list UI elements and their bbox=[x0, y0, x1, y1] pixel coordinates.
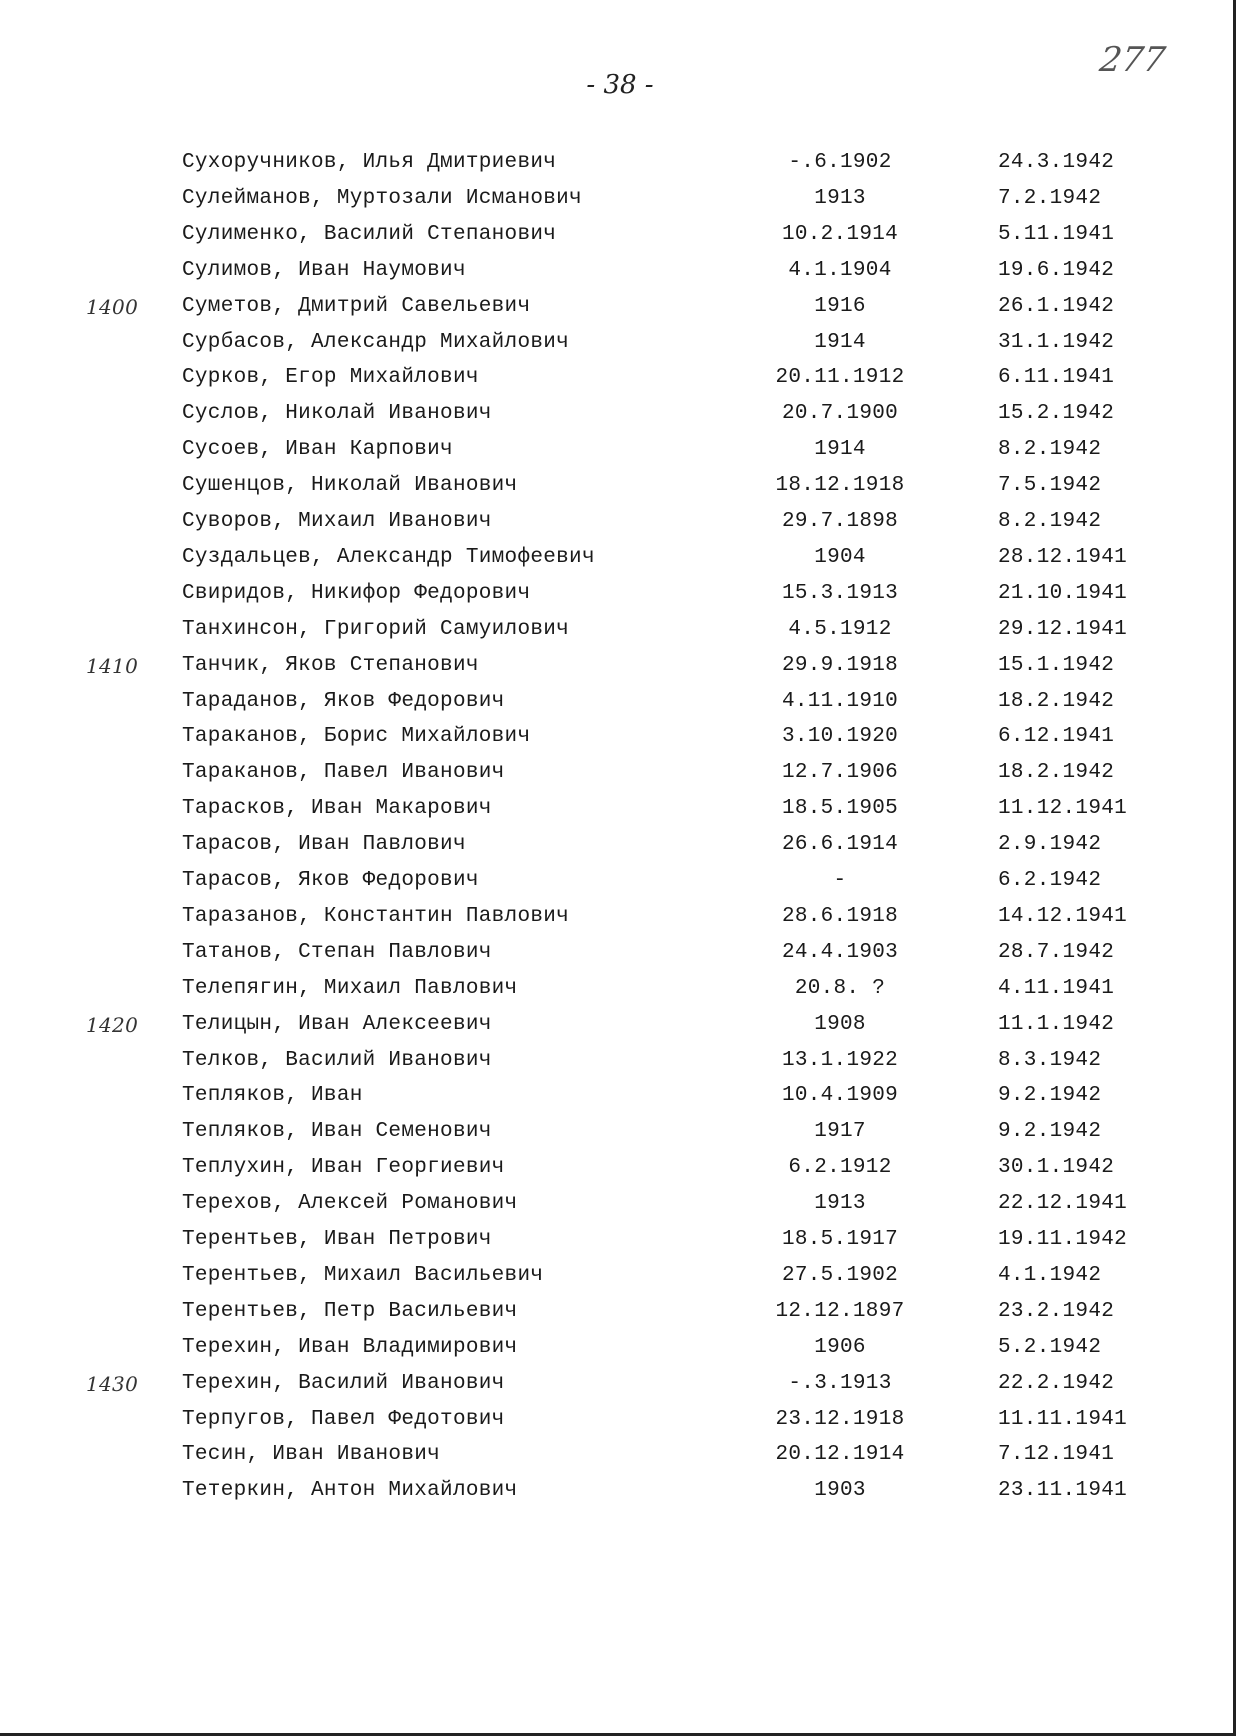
person-name: Суворов, Михаил Иванович bbox=[182, 510, 492, 533]
person-name: Суслов, Николай Иванович bbox=[182, 402, 492, 426]
death-date: 22.2.1942 bbox=[998, 1371, 1115, 1395]
person-name: Тараканов, Павел Иванович bbox=[182, 761, 505, 785]
death-date: 21.10.1941 bbox=[998, 581, 1128, 605]
death-date: 14.12.1941 bbox=[998, 904, 1128, 928]
list-row bbox=[0, 432, 1236, 468]
death-date: 29.12.1941 bbox=[998, 617, 1128, 641]
birth-date: 29.9.1918 bbox=[781, 653, 899, 677]
birth-date: 1908 bbox=[814, 1012, 866, 1036]
person-name: Терпугов, Павел Федотович bbox=[182, 1407, 505, 1431]
list-row bbox=[0, 1437, 1236, 1473]
birth-date: 28.6.1918 bbox=[781, 904, 899, 928]
person-name: Терехин, Иван Владимирович bbox=[182, 1335, 518, 1359]
list-row bbox=[0, 719, 1236, 755]
list-row bbox=[0, 325, 1236, 361]
person-name: Сулимов, Иван Наумович bbox=[182, 258, 466, 282]
archive-sheet-number: 277 bbox=[1097, 40, 1168, 80]
person-name: Таразанов, Константин Павлович bbox=[182, 904, 570, 928]
list-row bbox=[0, 540, 1236, 576]
death-date: 26.1.1942 bbox=[998, 294, 1115, 318]
death-date: 4.11.1941 bbox=[998, 976, 1115, 1000]
death-date: 11.1.1942 bbox=[998, 1012, 1115, 1036]
person-name: Сушенцов, Николай Иванович bbox=[182, 474, 518, 498]
death-date: 8.3.1942 bbox=[998, 1048, 1102, 1072]
person-name: Терентьев, Иван Петрович bbox=[182, 1228, 492, 1251]
list-row bbox=[0, 863, 1236, 899]
person-name: Сурков, Егор Михайлович bbox=[182, 366, 479, 390]
list-row bbox=[0, 1258, 1236, 1294]
person-name: Тарасов, Яков Федорович bbox=[182, 869, 479, 892]
birth-date: 20.7.1900 bbox=[781, 402, 899, 426]
birth-date: 15.3.1913 bbox=[781, 581, 899, 605]
birth-date: 6.2.1912 bbox=[788, 1156, 892, 1180]
list-row bbox=[0, 360, 1236, 396]
person-name: Телков, Василий Иванович bbox=[182, 1048, 492, 1072]
birth-date: 3.10.1920 bbox=[781, 725, 899, 749]
person-name: Тетеркин, Антон Михайлович bbox=[182, 1479, 518, 1503]
birth-date: 20.11.1912 bbox=[775, 366, 905, 390]
birth-date: 24.4.1903 bbox=[781, 940, 899, 964]
person-name: Тесин, Иван Иванович bbox=[182, 1443, 441, 1467]
list-row bbox=[0, 1330, 1236, 1366]
death-date: 23.2.1942 bbox=[998, 1299, 1115, 1323]
person-name: Тараканов, Борис Михайлович bbox=[182, 725, 531, 749]
list-row bbox=[0, 504, 1236, 540]
person-name: Терехин, Василий Иванович bbox=[182, 1371, 505, 1395]
person-name: Терентьев, Михаил Васильевич bbox=[182, 1263, 544, 1287]
list-row bbox=[0, 468, 1236, 504]
person-name: Суметов, Дмитрий Савельевич bbox=[182, 294, 531, 318]
person-name: Терентьев, Петр Васильевич bbox=[182, 1299, 518, 1323]
birth-date: 1917 bbox=[814, 1120, 866, 1144]
death-date: 28.12.1941 bbox=[998, 545, 1128, 569]
death-date: 5.2.1942 bbox=[998, 1335, 1102, 1359]
birth-date: 1906 bbox=[814, 1335, 866, 1359]
list-row bbox=[0, 755, 1236, 791]
birth-date: 1904 bbox=[814, 545, 866, 569]
margin-count-note: 1420 bbox=[86, 1012, 139, 1037]
birth-date: 4.5.1912 bbox=[788, 617, 892, 641]
person-name: Тараданов, Яков Федорович bbox=[182, 689, 505, 713]
margin-count-note: 1430 bbox=[86, 1371, 139, 1396]
birth-date: 13.1.1922 bbox=[781, 1048, 899, 1072]
list-row bbox=[0, 1473, 1236, 1509]
death-date: 5.11.1941 bbox=[998, 222, 1115, 246]
list-row bbox=[0, 396, 1236, 432]
birth-date: -.6.1902 bbox=[788, 151, 892, 174]
list-row bbox=[0, 1078, 1236, 1114]
death-date: 8.2.1942 bbox=[998, 510, 1102, 533]
list-row bbox=[0, 971, 1236, 1007]
list-row bbox=[0, 289, 1236, 325]
list-row bbox=[0, 827, 1236, 863]
list-row bbox=[0, 1366, 1236, 1402]
list-row bbox=[0, 576, 1236, 612]
page-number: - 38 - bbox=[586, 70, 654, 100]
birth-date: -.3.1913 bbox=[788, 1371, 892, 1395]
birth-date: 1913 bbox=[814, 186, 866, 210]
person-name: Сурбасов, Александр Михайлович bbox=[182, 330, 570, 354]
person-name: Сулименко, Василий Степанович bbox=[182, 222, 557, 246]
person-name: Сулейманов, Муртозали Исманович bbox=[182, 186, 582, 210]
death-date: 30.1.1942 bbox=[998, 1156, 1115, 1180]
person-name: Тепляков, Иван bbox=[182, 1084, 363, 1108]
death-date: 7.5.1942 bbox=[998, 474, 1102, 498]
list-row bbox=[0, 1043, 1236, 1079]
death-date: 11.12.1941 bbox=[998, 797, 1128, 821]
list-row bbox=[0, 1186, 1236, 1222]
death-date: 8.2.1942 bbox=[998, 438, 1102, 462]
person-name: Тарасков, Иван Макарович bbox=[182, 797, 492, 821]
list-row bbox=[0, 791, 1236, 827]
list-row bbox=[0, 1114, 1236, 1150]
list-row bbox=[0, 684, 1236, 720]
list-row bbox=[0, 253, 1236, 289]
death-date: 19.6.1942 bbox=[998, 258, 1115, 282]
list-row bbox=[0, 648, 1236, 684]
list-row bbox=[0, 1222, 1236, 1258]
death-date: 23.11.1941 bbox=[998, 1479, 1128, 1503]
list-row bbox=[0, 181, 1236, 217]
person-name: Свиридов, Никифор Федорович bbox=[182, 581, 531, 605]
birth-date: 1903 bbox=[814, 1479, 866, 1503]
birth-date: 1916 bbox=[814, 294, 866, 318]
death-date: 15.2.1942 bbox=[998, 402, 1115, 426]
person-name: Татанов, Степан Павлович bbox=[182, 940, 492, 964]
death-date: 9.2.1942 bbox=[998, 1084, 1102, 1108]
birth-date: 18.5.1917 bbox=[781, 1228, 899, 1251]
person-name: Сусоев, Иван Карпович bbox=[182, 438, 453, 462]
birth-date: 4.11.1910 bbox=[781, 689, 899, 713]
list-row bbox=[0, 145, 1236, 181]
death-date: 24.3.1942 bbox=[998, 151, 1115, 174]
list-row bbox=[0, 1294, 1236, 1330]
birth-date: 12.12.1897 bbox=[775, 1299, 905, 1323]
death-date: 2.9.1942 bbox=[998, 833, 1102, 857]
death-date: 6.11.1941 bbox=[998, 366, 1115, 390]
death-date: 6.12.1941 bbox=[998, 725, 1115, 749]
birth-date: 26.6.1914 bbox=[781, 833, 899, 857]
list-row bbox=[0, 612, 1236, 648]
person-name: Сухоручников, Илья Дмитриевич bbox=[182, 151, 557, 174]
list-row bbox=[0, 1150, 1236, 1186]
person-name: Теплухин, Иван Георгиевич bbox=[182, 1156, 505, 1180]
death-date: 11.11.1941 bbox=[998, 1407, 1128, 1431]
list-row bbox=[0, 217, 1236, 253]
list-row bbox=[0, 899, 1236, 935]
birth-date: 20.12.1914 bbox=[775, 1443, 905, 1467]
death-date: 9.2.1942 bbox=[998, 1120, 1102, 1144]
birth-date: 20.8. ? bbox=[794, 976, 886, 1000]
birth-date: 10.4.1909 bbox=[781, 1084, 899, 1108]
birth-date: 1914 bbox=[814, 330, 866, 354]
person-name: Телицын, Иван Алексеевич bbox=[182, 1012, 492, 1036]
birth-date: 29.7.1898 bbox=[781, 510, 899, 533]
death-date: 18.2.1942 bbox=[998, 689, 1115, 713]
person-name: Танхинсон, Григорий Самуилович bbox=[182, 617, 570, 641]
death-date: 6.2.1942 bbox=[998, 869, 1102, 892]
death-date: 18.2.1942 bbox=[998, 761, 1115, 785]
birth-date: 10.2.1914 bbox=[781, 222, 899, 246]
death-date: 31.1.1942 bbox=[998, 330, 1115, 354]
birth-date: 18.5.1905 bbox=[781, 797, 899, 821]
person-name: Терехов, Алексей Романович bbox=[182, 1192, 518, 1216]
margin-count-note: 1410 bbox=[86, 653, 139, 678]
death-date: 19.11.1942 bbox=[998, 1228, 1128, 1251]
birth-date: 23.12.1918 bbox=[775, 1407, 905, 1431]
birth-date: 1913 bbox=[814, 1192, 866, 1216]
person-name: Тепляков, Иван Семенович bbox=[182, 1120, 492, 1144]
birth-date: 4.1.1904 bbox=[788, 258, 892, 282]
birth-date: 27.5.1902 bbox=[781, 1263, 899, 1287]
death-date: 4.1.1942 bbox=[998, 1263, 1102, 1287]
margin-count-note: 1400 bbox=[86, 294, 139, 319]
death-date: 7.12.1941 bbox=[998, 1443, 1115, 1467]
person-name: Суздальцев, Александр Тимофеевич bbox=[182, 545, 595, 569]
death-date: 28.7.1942 bbox=[998, 940, 1115, 964]
death-date: 22.12.1941 bbox=[998, 1192, 1128, 1216]
birth-date: - bbox=[833, 869, 847, 892]
death-date: 15.1.1942 bbox=[998, 653, 1115, 677]
person-name: Танчик, Яков Степанович bbox=[182, 653, 479, 677]
birth-date: 12.7.1906 bbox=[781, 761, 899, 785]
birth-date: 1914 bbox=[814, 438, 866, 462]
list-row bbox=[0, 935, 1236, 971]
person-name: Тарасов, Иван Павлович bbox=[182, 833, 466, 857]
person-name: Телепягин, Михаил Павлович bbox=[182, 976, 518, 1000]
list-row bbox=[0, 1402, 1236, 1438]
death-date: 7.2.1942 bbox=[998, 186, 1102, 210]
list-row bbox=[0, 1007, 1236, 1043]
birth-date: 18.12.1918 bbox=[775, 474, 905, 498]
